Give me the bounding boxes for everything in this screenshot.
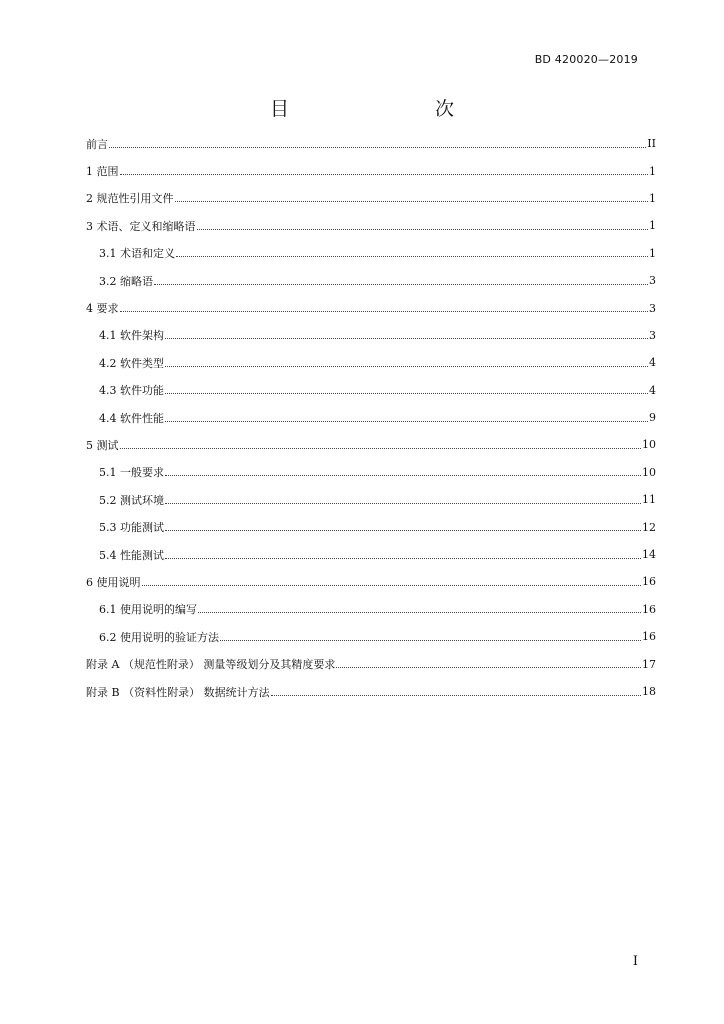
toc-entry-page: 12 xyxy=(642,520,656,534)
toc-entry-label: 附录 B （资料性附录） 数据统计方法 xyxy=(86,685,270,699)
toc-entry[interactable] xyxy=(86,459,656,486)
toc-entry-page: 11 xyxy=(642,493,656,507)
toc-entry-label: 6 使用说明 xyxy=(86,575,141,589)
toc-entry-label: 3 术语、定义和缩略语 xyxy=(86,219,196,233)
toc-leader-dots xyxy=(165,393,648,394)
toc-entry-page: 16 xyxy=(642,602,656,616)
toc-leader-dots xyxy=(120,174,649,175)
toc-entry-page: 9 xyxy=(649,411,656,425)
toc-entry-label: 1 范围 xyxy=(86,165,119,179)
toc-leader-dots xyxy=(165,338,648,339)
toc-entry-label: 3.1 术语和定义 xyxy=(99,247,175,261)
toc-entry[interactable] xyxy=(86,377,656,404)
toc-entry-page: 10 xyxy=(642,438,656,452)
toc-entry[interactable] xyxy=(86,240,656,267)
toc-entry-page: 14 xyxy=(642,548,656,562)
toc-entry[interactable] xyxy=(86,130,656,157)
toc-entry-page: 18 xyxy=(642,685,656,698)
toc-entry-page: II xyxy=(647,137,656,151)
table-of-contents xyxy=(86,130,656,705)
toc-entry-page: 1 xyxy=(649,246,656,260)
toc-entry[interactable] xyxy=(86,650,656,677)
toc-entry-label: 2 规范性引用文件 xyxy=(86,192,174,206)
toc-leader-dots xyxy=(165,475,641,476)
toc-leader-dots xyxy=(176,256,648,257)
toc-entry-page: 10 xyxy=(642,465,656,479)
toc-entry[interactable] xyxy=(86,596,656,623)
toc-leader-dots xyxy=(165,503,641,504)
toc-entry-label: 4.4 软件性能 xyxy=(99,411,164,425)
toc-entry-page: 3 xyxy=(649,328,656,342)
toc-entry[interactable] xyxy=(86,267,656,294)
toc-leader-dots xyxy=(120,311,649,312)
toc-entry[interactable] xyxy=(86,212,656,239)
toc-entry-page: 3 xyxy=(649,301,656,315)
toc-entry[interactable] xyxy=(86,294,656,321)
toc-entry-label: 3.2 缩略语 xyxy=(99,274,153,288)
toc-entry[interactable] xyxy=(86,349,656,376)
toc-leader-dots xyxy=(120,448,642,449)
toc-entry-page: 3 xyxy=(649,274,656,288)
toc-entry-page: 4 xyxy=(649,383,656,397)
toc-leader-dots xyxy=(220,640,641,641)
toc-leader-dots xyxy=(142,585,642,586)
toc-entry-label: 5.2 测试环境 xyxy=(99,493,164,507)
toc-entry-label: 附录 A （规范性附录） 测量等级划分及其精度要求 xyxy=(86,658,336,672)
page-title: 目 次 xyxy=(269,98,490,120)
toc-leader-dots xyxy=(109,147,646,148)
toc-entry-label: 6.2 使用说明的验证方法 xyxy=(99,630,219,644)
toc-entry-page: 4 xyxy=(649,356,656,370)
toc-entry[interactable] xyxy=(86,568,656,595)
toc-entry-label: 5 测试 xyxy=(86,438,119,452)
toc-leader-dots xyxy=(197,229,649,230)
toc-entry-page: 1 xyxy=(649,219,656,233)
toc-entry-page: 1 xyxy=(649,164,656,178)
toc-entry-label: 前言 xyxy=(86,137,108,151)
toc-entry-label: 6.1 使用说明的编写 xyxy=(99,603,197,617)
toc-entry-label: 4.2 软件类型 xyxy=(99,356,164,370)
toc-leader-dots xyxy=(175,201,649,202)
toc-leader-dots xyxy=(271,695,641,696)
toc-leader-dots xyxy=(336,667,641,668)
toc-entry-label: 5.1 一般要求 xyxy=(99,466,164,480)
toc-leader-dots xyxy=(165,421,648,422)
toc-entry-page: 16 xyxy=(642,575,656,589)
toc-leader-dots xyxy=(165,530,641,531)
toc-entry[interactable] xyxy=(86,678,656,705)
toc-leader-dots xyxy=(165,558,641,559)
toc-entry[interactable] xyxy=(86,185,656,212)
toc-entry-page: 16 xyxy=(642,630,656,644)
toc-entry[interactable] xyxy=(86,623,656,650)
toc-entry[interactable] xyxy=(86,541,656,568)
toc-entry[interactable] xyxy=(86,513,656,540)
toc-entry[interactable] xyxy=(86,322,656,349)
toc-entry-label: 4.1 软件架构 xyxy=(99,329,164,343)
toc-entry-label: 4.3 软件功能 xyxy=(99,384,164,398)
toc-entry-page: 17 xyxy=(642,657,656,671)
toc-entry-label: 5.4 性能测试 xyxy=(99,548,164,562)
page-number: I xyxy=(632,954,638,969)
toc-entry[interactable] xyxy=(86,486,656,513)
toc-leader-dots xyxy=(154,284,648,285)
toc-entry[interactable] xyxy=(86,431,656,458)
toc-entry[interactable] xyxy=(86,157,656,184)
toc-entry[interactable] xyxy=(86,404,656,431)
toc-leader-dots xyxy=(198,612,641,613)
toc-entry-label: 4 要求 xyxy=(86,302,119,316)
toc-entry-page: 1 xyxy=(649,191,656,205)
toc-entry-label: 5.3 功能测试 xyxy=(99,521,164,535)
document-code: BD 420020—2019 xyxy=(534,53,638,66)
toc-leader-dots xyxy=(165,366,648,367)
